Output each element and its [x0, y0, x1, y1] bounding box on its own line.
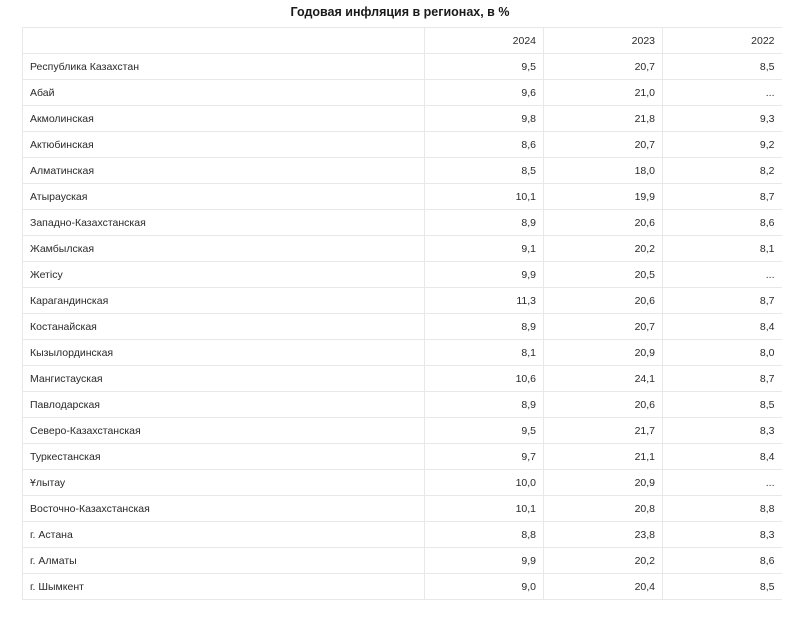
value-2022-cell: 8,7 — [663, 184, 782, 210]
value-2023-cell: 20,9 — [544, 470, 663, 496]
value-2024-cell: 9,8 — [425, 106, 544, 132]
table-row — [23, 522, 782, 548]
header-row — [23, 28, 782, 54]
value-2023-cell: 20,7 — [544, 132, 663, 158]
table-row — [23, 132, 782, 158]
value-2023-cell: 21,7 — [544, 418, 663, 444]
inflation-table — [22, 27, 782, 600]
value-2024-cell: 8,1 — [425, 340, 544, 366]
table-body — [23, 54, 782, 600]
header-year-2024: 2024 — [425, 28, 544, 54]
value-2024-cell: 8,9 — [425, 314, 544, 340]
table-row — [23, 496, 782, 522]
value-2023-cell: 18,0 — [544, 158, 663, 184]
table-row — [23, 54, 782, 80]
value-2022-cell: 8,1 — [663, 236, 782, 262]
table-row — [23, 470, 782, 496]
table-row — [23, 210, 782, 236]
region-name-cell: г. Алматы — [23, 548, 425, 574]
value-2023-cell: 20,9 — [544, 340, 663, 366]
value-2022-cell: 8,5 — [663, 574, 782, 600]
value-2022-cell: 8,4 — [663, 444, 782, 470]
value-2023-cell: 20,6 — [544, 392, 663, 418]
value-2024-cell: 9,1 — [425, 236, 544, 262]
value-2023-cell: 21,1 — [544, 444, 663, 470]
region-name-cell: Актюбинская — [23, 132, 425, 158]
value-2022-cell: 9,2 — [663, 132, 782, 158]
region-name-cell: Абай — [23, 80, 425, 106]
region-name-cell: Жамбылская — [23, 236, 425, 262]
value-2022-cell: 8,2 — [663, 158, 782, 184]
value-2023-cell: 20,7 — [544, 314, 663, 340]
value-2024-cell: 9,0 — [425, 574, 544, 600]
table-row — [23, 340, 782, 366]
value-2023-cell: 20,7 — [544, 54, 663, 80]
region-name-cell: Туркестанская — [23, 444, 425, 470]
region-name-cell: Кызылординская — [23, 340, 425, 366]
value-2024-cell: 8,8 — [425, 522, 544, 548]
table-row — [23, 106, 782, 132]
value-2022-cell: ... — [663, 262, 782, 288]
value-2022-cell: 8,6 — [663, 210, 782, 236]
value-2023-cell: 23,8 — [544, 522, 663, 548]
value-2022-cell: ... — [663, 470, 782, 496]
value-2022-cell: 8,3 — [663, 418, 782, 444]
region-name-cell: Жетісу — [23, 262, 425, 288]
table-row — [23, 366, 782, 392]
value-2024-cell: 8,6 — [425, 132, 544, 158]
value-2024-cell: 8,5 — [425, 158, 544, 184]
header-year-2023: 2023 — [544, 28, 663, 54]
value-2023-cell: 20,4 — [544, 574, 663, 600]
value-2023-cell: 20,2 — [544, 548, 663, 574]
value-2022-cell: 8,5 — [663, 392, 782, 418]
value-2024-cell: 9,9 — [425, 262, 544, 288]
value-2023-cell: 24,1 — [544, 366, 663, 392]
value-2024-cell: 10,1 — [425, 496, 544, 522]
table-row — [23, 444, 782, 470]
table-row — [23, 314, 782, 340]
value-2023-cell: 20,6 — [544, 210, 663, 236]
value-2024-cell: 10,1 — [425, 184, 544, 210]
table-row — [23, 574, 782, 600]
value-2023-cell: 20,5 — [544, 262, 663, 288]
region-name-cell: Восточно-Казахстанская — [23, 496, 425, 522]
header-region — [23, 28, 425, 54]
region-name-cell: Западно-Казахстанская — [23, 210, 425, 236]
region-name-cell: Костанайская — [23, 314, 425, 340]
region-name-cell: Мангистауская — [23, 366, 425, 392]
table-row — [23, 418, 782, 444]
value-2022-cell: 8,6 — [663, 548, 782, 574]
region-name-cell: Алматинская — [23, 158, 425, 184]
value-2024-cell: 9,9 — [425, 548, 544, 574]
value-2023-cell: 20,6 — [544, 288, 663, 314]
table-row — [23, 548, 782, 574]
value-2022-cell: 8,8 — [663, 496, 782, 522]
value-2022-cell: 8,5 — [663, 54, 782, 80]
table-row — [23, 158, 782, 184]
region-name-cell: Республика Казахстан — [23, 54, 425, 80]
region-name-cell: Павлодарская — [23, 392, 425, 418]
value-2024-cell: 9,6 — [425, 80, 544, 106]
region-name-cell: г. Шымкент — [23, 574, 425, 600]
value-2022-cell: 9,3 — [663, 106, 782, 132]
table-row — [23, 80, 782, 106]
value-2024-cell: 10,6 — [425, 366, 544, 392]
value-2023-cell: 20,8 — [544, 496, 663, 522]
header-year-2022: 2022 — [663, 28, 782, 54]
value-2024-cell: 10,0 — [425, 470, 544, 496]
table-row — [23, 236, 782, 262]
region-name-cell: Акмолинская — [23, 106, 425, 132]
region-name-cell: г. Астана — [23, 522, 425, 548]
table-row — [23, 288, 782, 314]
value-2024-cell: 9,7 — [425, 444, 544, 470]
value-2023-cell: 20,2 — [544, 236, 663, 262]
value-2023-cell: 21,0 — [544, 80, 663, 106]
table-title: Годовая инфляция в регионах, в % — [290, 5, 510, 19]
value-2024-cell: 8,9 — [425, 210, 544, 236]
region-name-cell: Ұлытау — [23, 470, 425, 496]
region-name-cell: Атырауская — [23, 184, 425, 210]
value-2022-cell: 8,4 — [663, 314, 782, 340]
value-2023-cell: 21,8 — [544, 106, 663, 132]
value-2024-cell: 8,9 — [425, 392, 544, 418]
value-2022-cell: 8,7 — [663, 366, 782, 392]
value-2022-cell: 8,0 — [663, 340, 782, 366]
value-2023-cell: 19,9 — [544, 184, 663, 210]
table-row — [23, 262, 782, 288]
value-2024-cell: 9,5 — [425, 418, 544, 444]
value-2024-cell: 11,3 — [425, 288, 544, 314]
value-2022-cell: 8,7 — [663, 288, 782, 314]
table-row — [23, 392, 782, 418]
region-name-cell: Северо-Казахстанская — [23, 418, 425, 444]
table-row — [23, 184, 782, 210]
value-2024-cell: 9,5 — [425, 54, 544, 80]
value-2022-cell: ... — [663, 80, 782, 106]
value-2022-cell: 8,3 — [663, 522, 782, 548]
region-name-cell: Карагандинская — [23, 288, 425, 314]
